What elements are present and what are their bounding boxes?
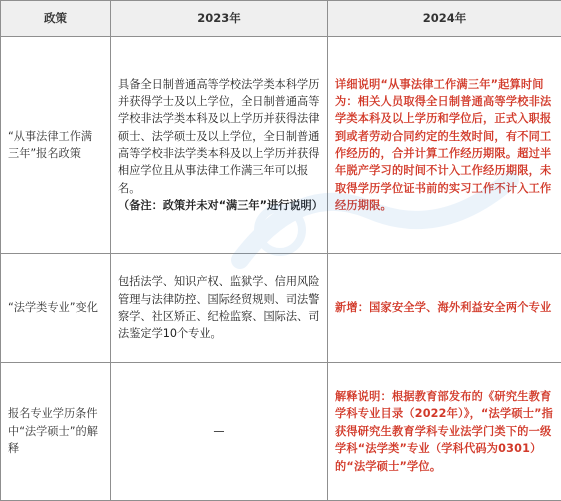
table-row xyxy=(1,37,561,254)
cell-2023-note: （备注：政策并未对“满三年”进行说明） xyxy=(118,197,320,214)
policy-cell: “法学类专业”变化 xyxy=(1,254,111,363)
cell-2023-text: 具备全日制普通高等学校法学类本科学历并获得学士及以上学位，全日制普通高等学校非法学类本科及以上学历并获得法律硕士、法学硕士及以上学位，全日制普通高等学校非法学类本科及以上学历并获得相应学位且从事法律工作满三年可以报名。 xyxy=(118,78,319,195)
cell-2024: 详细说明“从事法律工作满三年”起算时间为：相关人员取得全日制普通高等学校非法学类本科及以上学历和学位后，正式入职报到或者劳动合同约定的生效时间，有不同工作经历的，合并计算工作经历期限。超过半年脱产学习的时间不计入工作经历期限，未取得学历学位证书前的实习工作不计入工作经历期限。 xyxy=(328,37,561,254)
cell-2023: 包括法学、知识产权、监狱学、信用风险管理与法律防控、国际经贸规则、司法警察学、社区矫正、纪检监察、国际法、司法鉴定学10个专业。 xyxy=(111,254,328,363)
table-row xyxy=(1,363,561,501)
header-policy: 政策 xyxy=(1,1,111,37)
cell-2024: 新增：国家安全学、海外利益安全两个专业 xyxy=(328,254,561,363)
header-2024: 2024年 xyxy=(328,1,561,37)
table-row xyxy=(1,254,561,363)
header-2023: 2023年 xyxy=(111,1,328,37)
cell-2024: 解释说明：根据教育部发布的《研究生教育学科专业目录（2022年）》，“法学硕士”指获得研究生教育学科专业法学门类下的一级学科“法学类”专业（学科代码为0301）的“法学硕士”学位。 xyxy=(328,363,561,501)
cell-2023: — xyxy=(111,363,328,501)
table-header-row xyxy=(1,1,561,37)
policy-cell: 报名专业学历条件中“法学硕士”的解释 xyxy=(1,363,111,501)
policy-cell: “从事法律工作满三年”报名政策 xyxy=(1,37,111,254)
cell-2023 xyxy=(111,37,328,254)
